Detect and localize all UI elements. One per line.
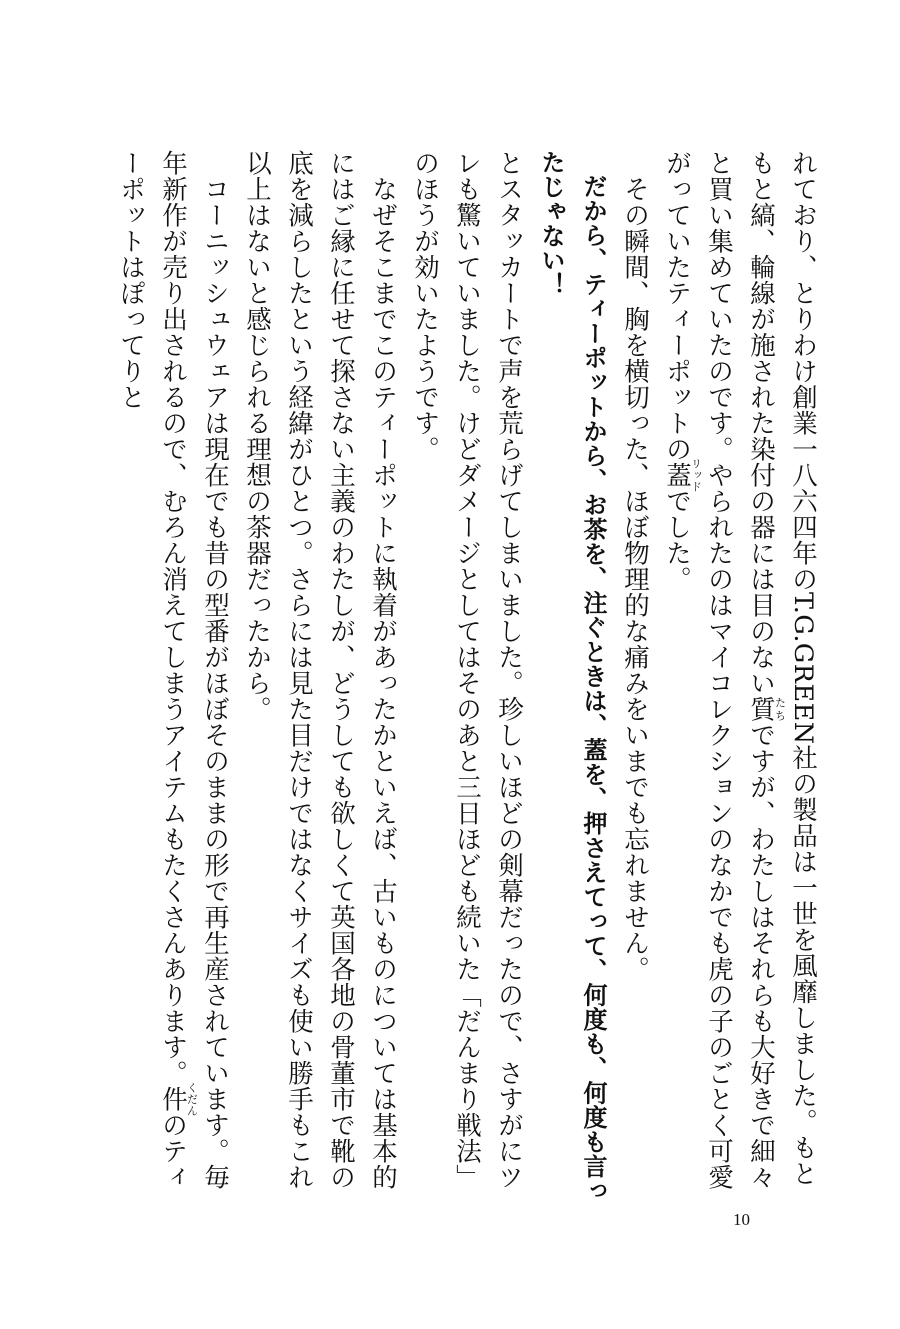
- p6-ruby-kudan: [158, 1081, 199, 1117]
- p1-ruby2-reading: リッド: [689, 457, 703, 493]
- vertical-text-body: [84, 150, 824, 1210]
- paragraph-3-quote: だから、ティーポットから、お茶を、注ぐときは、蓋を、押さえてって、何度も、何度も言ったじゃない！: [537, 150, 607, 1203]
- p6-text-b: のティーポットはぽってりと: [116, 150, 188, 1190]
- p1-text-c: ですが、わたしはそれらも大好きで細々と買い集めていたのです。やられたのはマイコレクションのなかでも虎の子のごとく可愛がっていたティーポットの: [662, 150, 776, 1190]
- p1-ruby2-base: 蓋: [662, 457, 692, 493]
- paragraph-4: とスタッカートで声を荒らげてしまいました。珍しいほどの剣幕だったので、さすがにツレも驚いていました。けどダメージとしてはそのあと三日ほども続いた「だんまり戦法」のほうが効いたようです。: [410, 150, 524, 1190]
- p1-ruby-reading: たち: [773, 696, 787, 722]
- p1-ruby-lid: [662, 457, 703, 493]
- p6-text-a: コーニッシュウェアは現在でも昔の型番がほぼそのままの形で再生産されています。毎年新作が売り出されるので、むろん消えてしまうアイテムもたくさんあります。: [158, 150, 230, 1190]
- p6-ruby-base: 件: [158, 1081, 188, 1117]
- p1-text-d: でした。: [662, 488, 692, 592]
- p1-ruby-tachi: [746, 696, 787, 722]
- paragraph-6: [110, 150, 236, 1210]
- paragraph-1: [656, 150, 824, 1210]
- p1-text-a: れており、とりわけ創業一八六四年の: [788, 150, 818, 592]
- paragraph-5: なぜそこまでこのティーポットに執着があったかといえば、古いものについては基本的にはご縁に任せて探さない主義のわたしが、どうしても欲しくて英国各地の骨董市で靴の底を減らしたという経緯がひとつ。さらには見た目だけではなくサイズも使い勝手もこれ以上はないと感じられる理想の茶器だったから。: [242, 150, 398, 1190]
- p1-brand-name: T.G.GREEN: [788, 592, 818, 745]
- page-number: 10: [733, 1210, 750, 1229]
- p1-ruby-base: 質: [746, 696, 776, 722]
- p1-text-b: 社の製品は一世を風靡しました。もともと縞、輪線が施された染付の器には目のない: [746, 150, 818, 1187]
- p6-ruby-reading: くだん: [185, 1081, 199, 1117]
- paragraph-2: その瞬間、胸を横切った、ほぼ物理的な痛みをいまでも忘れません。: [620, 175, 650, 982]
